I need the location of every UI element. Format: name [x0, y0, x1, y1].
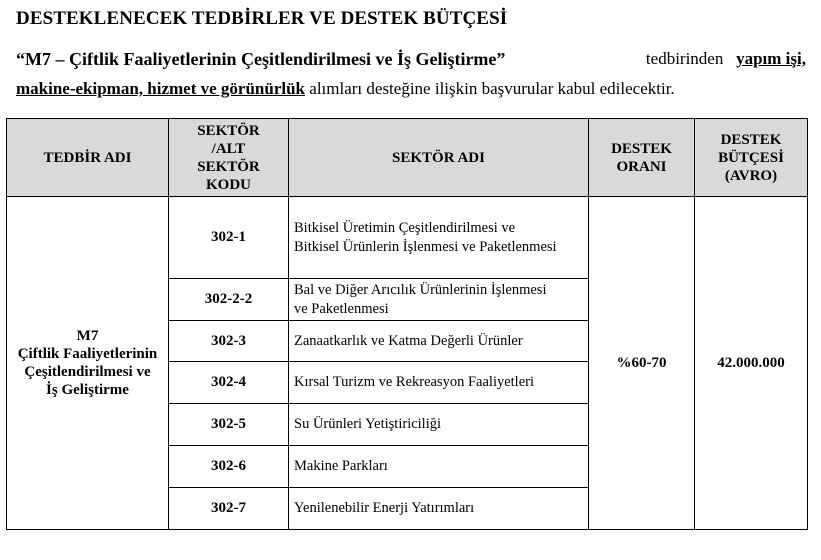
- header-budget: [695, 119, 808, 197]
- sector-code: 302-4: [169, 362, 289, 404]
- measure-quote: “M7 – Çiftlik Faaliyetlerinin Çeşitlendirilmesi ve İş Geliştirme”: [16, 49, 506, 69]
- intro-line-1: [16, 44, 806, 74]
- sector-code: 302-1: [169, 197, 289, 279]
- sector-code: 302-6: [169, 446, 289, 488]
- measure-name-line2: Çeşitlendirilmesi ve: [24, 364, 151, 380]
- measure-code: M7: [76, 328, 99, 344]
- sector-code: 302-2-2: [169, 279, 289, 321]
- header-code: [169, 119, 289, 197]
- header-code-line2: /ALT: [211, 140, 246, 157]
- measure-name-line3: İş Geliştirme: [46, 382, 129, 398]
- intro-closing: alımları desteğine ilişkin başvurular kabul edilecektir.: [309, 79, 675, 98]
- measure-name-line1: Çiftlik Faaliyetlerinin: [17, 346, 158, 362]
- support-budget-cell: 42.000.000: [695, 197, 808, 530]
- sector-name-line2: ve Paketlenmesi: [294, 300, 389, 317]
- header-rate: [589, 119, 695, 197]
- header-code-line1: SEKTÖR: [197, 122, 260, 139]
- sector-name-line2: Bitkisel Ürünlerin İşlenmesi ve Paketlenmesi: [294, 238, 557, 255]
- intro-line-2: [16, 74, 806, 104]
- table-row: [7, 197, 808, 279]
- sector-name: Kırsal Turizm ve Rekreasyon Faaliyetleri: [289, 362, 589, 404]
- support-budget-table: [6, 118, 808, 530]
- header-measure: TEDBİR ADI: [7, 119, 169, 197]
- purchase-types-part1: yapım işi,: [736, 49, 806, 68]
- header-sector: SEKTÖR ADI: [289, 119, 589, 197]
- header-budget-line1: DESTEK: [720, 131, 782, 148]
- header-rate-line2: ORANI: [616, 158, 667, 175]
- measure-cell: [7, 197, 169, 530]
- header-rate-line1: DESTEK: [611, 140, 672, 157]
- intro-after-quote: [646, 44, 806, 74]
- sector-name: Yenilenebilir Enerji Yatırımları: [289, 488, 589, 530]
- after-quote-text: tedbirinden: [645, 49, 724, 68]
- purchase-types-part2: makine-ekipman, hizmet ve görünürlük: [16, 79, 306, 98]
- section-heading: DESTEKLENECEK TEDBİRLER VE DESTEK BÜTÇESİ: [16, 8, 508, 29]
- sector-name-line1: Bitkisel Üretimin Çeşitlendirilmesi ve: [294, 219, 516, 236]
- sector-code: 302-7: [169, 488, 289, 530]
- support-rate-cell: %60-70: [589, 197, 695, 530]
- sector-name: Makine Parkları: [289, 446, 589, 488]
- header-budget-line2: BÜTÇESİ: [718, 149, 784, 166]
- sector-name: Su Ürünleri Yetiştiriciliği: [289, 404, 589, 446]
- sector-name: Zanaatkarlık ve Katma Değerli Ürünler: [289, 321, 589, 362]
- header-budget-line3: (AVRO): [724, 167, 778, 184]
- sector-name: [289, 197, 589, 279]
- intro-paragraph: [16, 44, 806, 104]
- sector-code: 302-3: [169, 321, 289, 362]
- sector-code: 302-5: [169, 404, 289, 446]
- header-code-line4: KODU: [206, 176, 251, 193]
- sector-name-line1: Bal ve Diğer Arıcılık Ürünlerinin İşlenmesi: [294, 281, 547, 298]
- header-code-line3: SEKTÖR: [197, 158, 260, 175]
- table-header-row: [7, 119, 808, 197]
- sector-name: [289, 279, 589, 321]
